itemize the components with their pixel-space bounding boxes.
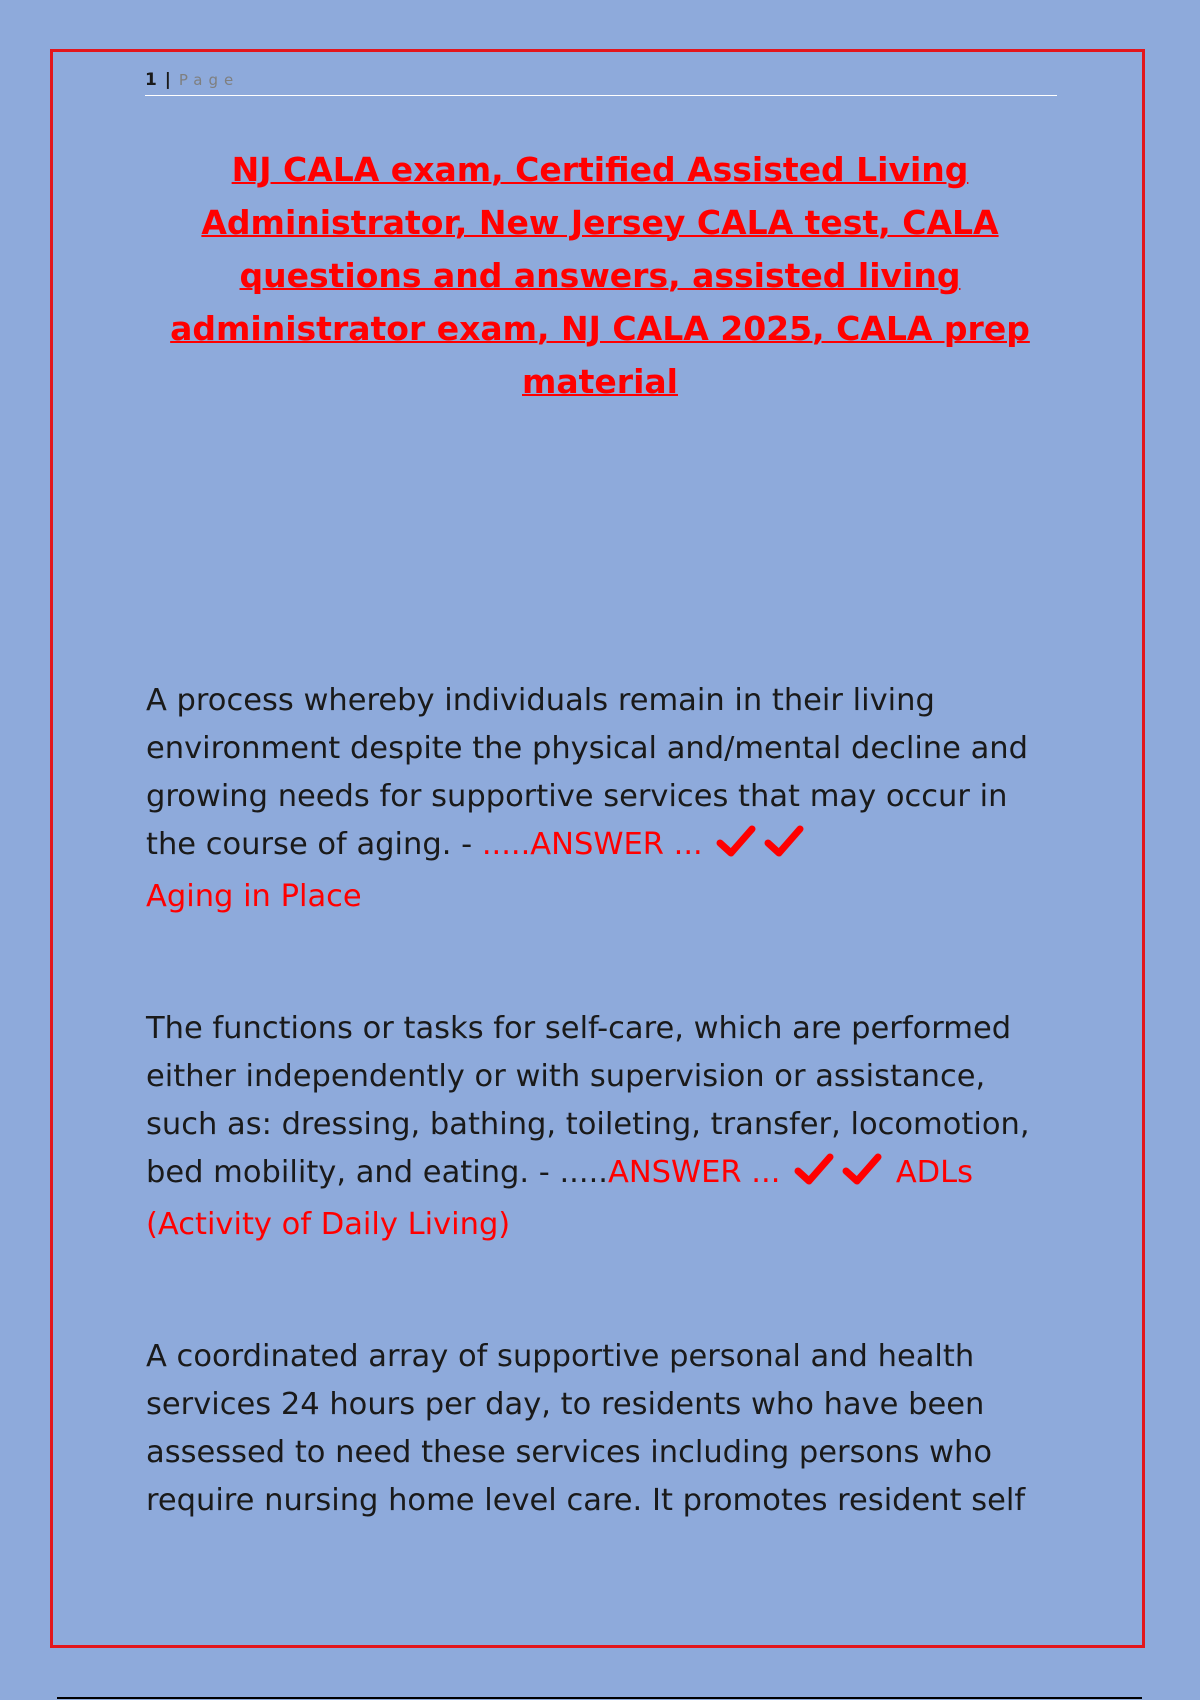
page-header <box>145 70 1057 96</box>
check-icon <box>842 1152 882 1201</box>
check-icon <box>764 824 804 873</box>
question-text: A process whereby individuals remain in their living environment despite the physical and/mental decline and growing needs for supportive services that may occur in the course of aging. - <box>146 683 1028 862</box>
check-icon <box>794 1152 834 1201</box>
question-text: A coordinated array of supportive personal and health services 24 hours per day, to residents who have been assessed to need these services including persons who require nursing home level care. It promotes resident self <box>146 1339 1026 1518</box>
page-number: 1 <box>145 70 158 90</box>
question-text: The functions or tasks for self-care, which are performed either independently or with supervision or assistance, such as: dressing, bathing, toileting, transfer, locomotion, bed mobility, and eating. - ..... <box>146 1011 1030 1190</box>
answer-prefix: ANSWER ... <box>607 1155 781 1190</box>
page-separator: | <box>164 70 172 90</box>
document-title: NJ CALA exam, Certified Assisted Living Administrator, New Jersey CALA test, CALA questions and answers, assisted living administrator exam, NJ CALA 2025, CALA prep material <box>170 150 1030 401</box>
qa-item-2 <box>146 1005 1066 1249</box>
check-icon <box>716 824 756 873</box>
qa-item-3 <box>146 1333 1066 1525</box>
bottom-divider <box>57 1697 1142 1699</box>
answer-text: Aging in Place <box>146 879 362 914</box>
answer-text: ADLs (Activity of Daily Living) <box>146 1155 974 1242</box>
page-label: Page <box>178 71 240 89</box>
answer-prefix: .....ANSWER ... <box>481 827 703 862</box>
qa-item-1 <box>146 677 1066 921</box>
